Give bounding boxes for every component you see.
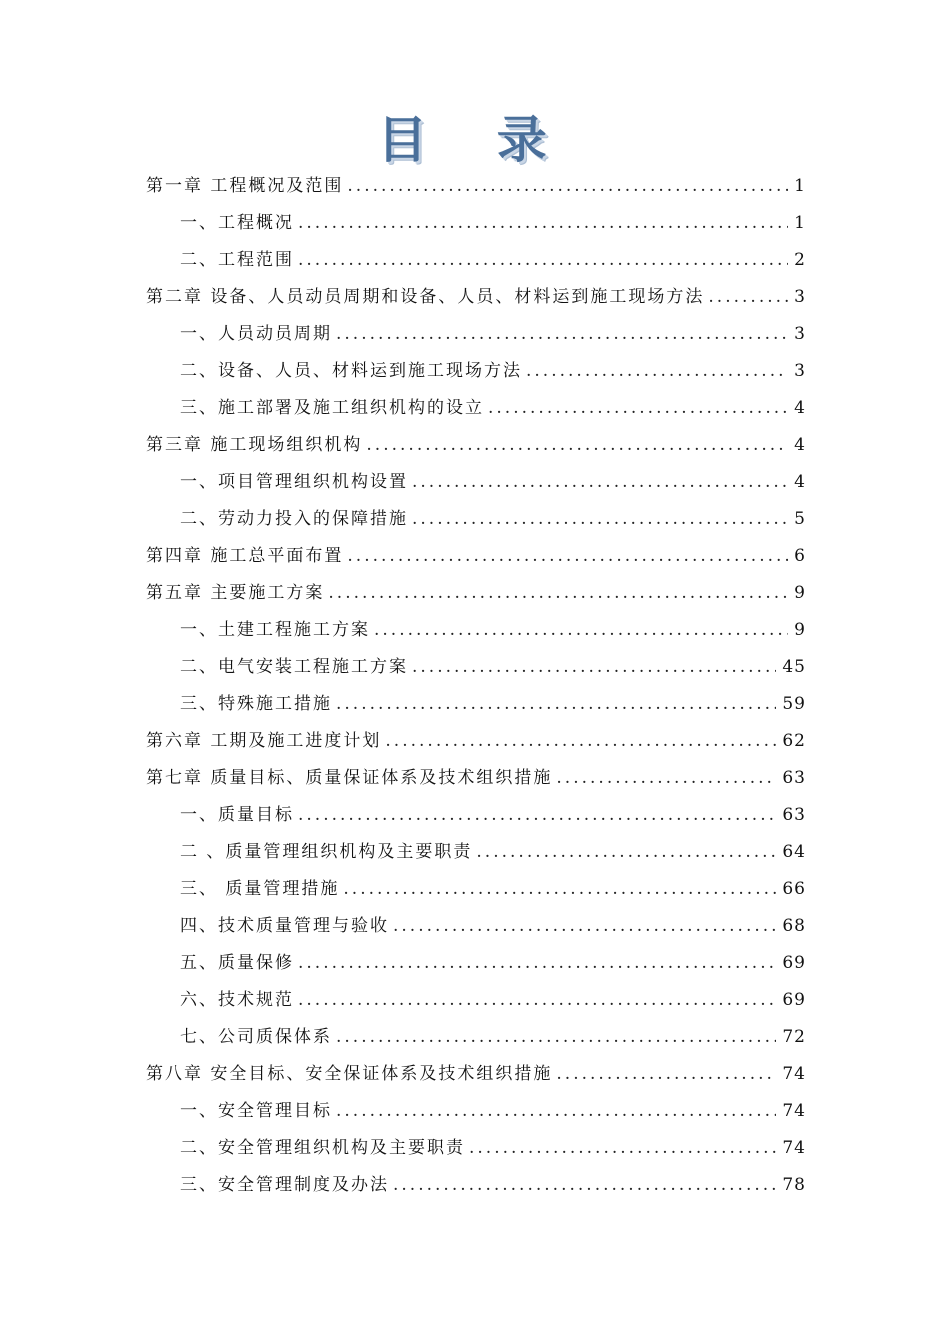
toc-entry-page: 1 — [794, 176, 806, 196]
toc-entry[interactable] — [180, 915, 806, 937]
toc-entry-label: 二、工程范围 — [180, 250, 294, 270]
toc-title: 目 录 — [377, 111, 573, 169]
toc-entry[interactable] — [180, 841, 806, 863]
toc-leader-dots — [298, 249, 788, 271]
toc-entry-label: 第二章 设备、人员动员周期和设备、人员、材料运到施工现场方法 — [146, 287, 705, 307]
toc-leader-dots — [298, 952, 776, 974]
toc-leader-dots — [476, 841, 776, 863]
toc-entry-page: 72 — [782, 1027, 806, 1047]
toc-entry-label: 三、安全管理制度及办法 — [180, 1175, 389, 1195]
toc-leader-dots — [336, 1100, 776, 1122]
toc-leader-dots — [336, 1026, 776, 1048]
toc-entry-page: 9 — [794, 620, 806, 640]
toc-leader-dots — [393, 1174, 776, 1196]
toc-entry-label: 二、安全管理组织机构及主要职责 — [180, 1138, 465, 1158]
toc-entry-label: 第一章 工程概况及范围 — [146, 176, 344, 196]
toc-entry-label: 二、电气安装工程施工方案 — [180, 657, 408, 677]
toc-entry[interactable] — [180, 360, 806, 382]
toc-entry-label: 第七章 质量目标、质量保证体系及技术组织措施 — [146, 768, 553, 788]
toc-entry-label: 一、质量目标 — [180, 805, 294, 825]
toc-entry-label: 三、特殊施工措施 — [180, 694, 332, 714]
toc-entry-page: 3 — [794, 287, 806, 307]
toc-leader-dots — [298, 212, 788, 234]
toc-leader-dots — [556, 1063, 776, 1085]
toc-entry-label: 一、人员动员周期 — [180, 324, 332, 344]
toc-leader-dots — [488, 397, 788, 419]
toc-leader-dots — [526, 360, 788, 382]
toc-leader-dots — [374, 619, 788, 641]
toc-entry-page: 1 — [794, 213, 806, 233]
toc-entry-page: 69 — [782, 953, 806, 973]
toc-entry-page: 74 — [782, 1064, 806, 1084]
toc-leader-dots — [328, 582, 788, 604]
toc-entry-page: 45 — [782, 657, 806, 677]
toc-entry-page: 4 — [794, 435, 806, 455]
toc-entry[interactable] — [180, 989, 806, 1011]
toc-leader-dots — [343, 878, 776, 900]
toc-entry[interactable] — [180, 1137, 806, 1159]
toc-entry-label: 一、土建工程施工方案 — [180, 620, 370, 640]
toc-leader-dots — [412, 656, 776, 678]
toc-entry[interactable] — [146, 175, 806, 197]
toc-entry[interactable] — [146, 434, 806, 456]
toc-entry-label: 四、技术质量管理与验收 — [180, 916, 389, 936]
toc-entry-page: 63 — [782, 768, 806, 788]
toc-entry-page: 4 — [794, 472, 806, 492]
toc-leader-dots — [347, 175, 788, 197]
toc-entry-page: 2 — [794, 250, 806, 270]
toc-entry-label: 一、工程概况 — [180, 213, 294, 233]
toc-entry[interactable] — [146, 545, 806, 567]
toc-entry[interactable] — [146, 1063, 806, 1085]
toc-entry-page: 3 — [794, 324, 806, 344]
toc-leader-dots — [366, 434, 788, 456]
toc-leader-dots — [385, 730, 776, 752]
toc-leader-dots — [393, 915, 776, 937]
toc-entry[interactable] — [146, 286, 806, 308]
toc-entry[interactable] — [180, 508, 806, 530]
toc-entry-page: 62 — [782, 731, 806, 751]
toc-entry[interactable] — [180, 212, 806, 234]
toc-entry-label: 一、安全管理目标 — [180, 1101, 332, 1121]
toc-leader-dots — [469, 1137, 776, 1159]
toc-entry[interactable] — [180, 693, 806, 715]
toc-entry[interactable] — [180, 804, 806, 826]
toc-entry-label: 第八章 安全目标、安全保证体系及技术组织措施 — [146, 1064, 553, 1084]
toc-entry-page: 9 — [794, 583, 806, 603]
toc-entry-page: 5 — [794, 509, 806, 529]
toc-entry[interactable] — [180, 1026, 806, 1048]
toc-entry[interactable] — [180, 249, 806, 271]
toc-entry-label: 二、设备、人员、材料运到施工现场方法 — [180, 361, 522, 381]
toc-entry-label: 五、质量保修 — [180, 953, 294, 973]
toc-entry-label: 六、技术规范 — [180, 990, 294, 1010]
toc-leader-dots — [347, 545, 788, 567]
toc-entry-label: 一、项目管理组织机构设置 — [180, 472, 408, 492]
toc-leader-dots — [412, 471, 788, 493]
toc-entry-page: 69 — [782, 990, 806, 1010]
toc-entry[interactable] — [180, 952, 806, 974]
toc-entry[interactable] — [180, 471, 806, 493]
toc-entry-page: 4 — [794, 398, 806, 418]
toc-entry-label: 二 、质量管理组织机构及主要职责 — [180, 842, 473, 862]
toc-entry-label: 七、公司质保体系 — [180, 1027, 332, 1047]
toc-entry[interactable] — [180, 619, 806, 641]
toc-entry-page: 78 — [782, 1175, 806, 1195]
toc-entry[interactable] — [180, 656, 806, 678]
toc-entry[interactable] — [146, 767, 806, 789]
toc-leader-dots — [336, 323, 788, 345]
toc-entry-label: 第四章 施工总平面布置 — [146, 546, 344, 566]
toc-entry-label: 三、施工部署及施工组织机构的设立 — [180, 398, 484, 418]
toc-leader-dots — [298, 989, 776, 1011]
toc-entry-label: 第五章 主要施工方案 — [146, 583, 325, 603]
toc-entry-label: 二、劳动力投入的保障措施 — [180, 509, 408, 529]
toc-entry-label: 三、 质量管理措施 — [180, 879, 340, 899]
toc-leader-dots — [556, 767, 776, 789]
toc-entry-label: 第三章 施工现场组织机构 — [146, 435, 363, 455]
toc-entry-page: 63 — [782, 805, 806, 825]
toc-entry-page: 74 — [782, 1101, 806, 1121]
toc-entry[interactable] — [180, 878, 806, 900]
toc-entry[interactable] — [146, 730, 806, 752]
toc-leader-dots — [336, 693, 776, 715]
toc-entry[interactable] — [180, 323, 806, 345]
toc-entry-page: 74 — [782, 1138, 806, 1158]
toc-entry-page: 3 — [794, 361, 806, 381]
toc-leader-dots — [708, 286, 788, 308]
toc-entry[interactable] — [180, 1174, 806, 1196]
toc-entry-page: 59 — [782, 694, 806, 714]
toc-entry[interactable] — [180, 397, 806, 419]
toc-entry[interactable] — [146, 582, 806, 604]
toc-leader-dots — [412, 508, 788, 530]
toc-leader-dots — [298, 804, 776, 826]
toc-entry-label: 第六章 工期及施工进度计划 — [146, 731, 382, 751]
toc-entry-page: 6 — [794, 546, 806, 566]
toc-entry[interactable] — [180, 1100, 806, 1122]
toc-entry-page: 68 — [782, 916, 806, 936]
toc-entry-page: 66 — [782, 879, 806, 899]
toc-entry-page: 64 — [782, 842, 806, 862]
